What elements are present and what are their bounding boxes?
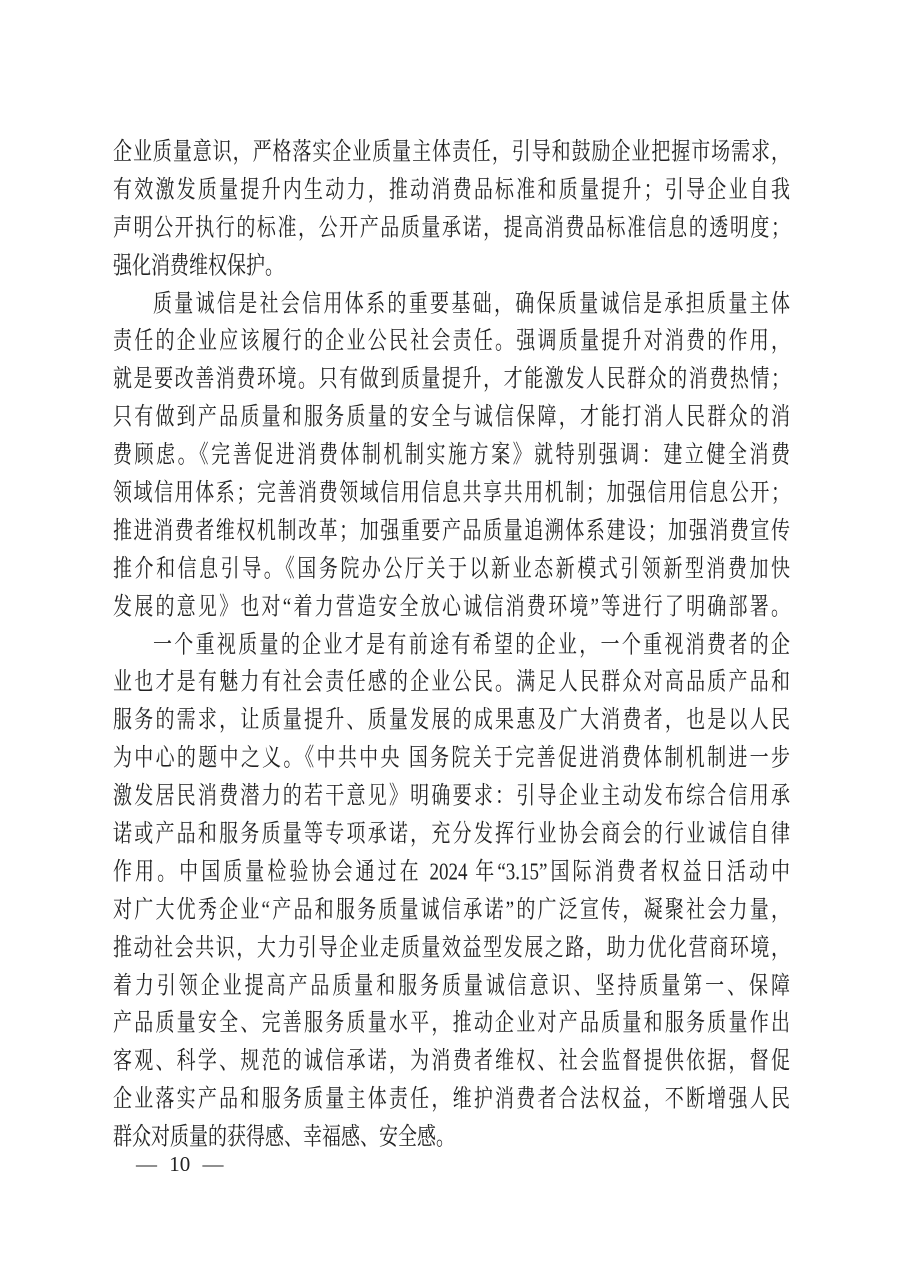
text-line: 企业质量意识，严格落实企业质量主体责任，引导和鼓励企业把握市场需求， <box>113 138 790 167</box>
text-line: 责任的企业应该履行的企业公民社会责任。强调质量提升对消费的作用， <box>113 328 790 356</box>
text-line: 推动社会共识，大力引导企业走质量效益型发展之路，助力优化营商环境， <box>113 934 790 962</box>
text-line: 客观、科学、规范的诚信承诺，为消费者维权、社会监督提供依据，督促 <box>113 1048 790 1076</box>
text-line: 发展的意见》也对“着力营造安全放心诚信消费环境”等进行了明确部署。 <box>113 593 790 621</box>
text-line: 诺或产品和服务质量等专项承诺，充分发挥行业协会商会的行业诚信自律 <box>113 820 790 849</box>
text-line: 质量诚信是社会信用体系的重要基础，确保质量诚信是承担质量主体 <box>153 290 790 318</box>
document-body <box>113 134 790 1157</box>
text-line: 企业落实产品和服务质量主体责任，维护消费者合法权益，不断增强人民 <box>113 1085 790 1114</box>
text-line: 推介和信息引导。《国务院办公厅关于以新业态新模式引领新型消费加快 <box>113 555 790 583</box>
text-line: 一个重视质量的企业才是有前途有希望的企业，一个重视消费者的企 <box>153 631 790 659</box>
text-line: 声明公开执行的标准，公开产品质量承诺，提高消费品标准信息的透明度； <box>113 214 790 242</box>
text-line: 强化消费维权保护。 <box>113 252 285 280</box>
text-line: 有效激发质量提升内生动力，推动消费品标准和质量提升；引导企业自我 <box>113 176 790 204</box>
text-line: 激发居民消费潜力的若干意见》明确要求：引导企业主动发布综合信用承 <box>113 782 790 811</box>
text-line: 为中心的题中之义。《中共中央 国务院关于完善促进消费体制机制进一步 <box>113 744 790 773</box>
text-line: 服务的需求，让质量提升、质量发展的成果惠及广大消费者，也是以人民 <box>113 707 790 735</box>
text-line: 推进消费者维权机制改革；加强重要产品质量追溯体系建设；加强消费宣传 <box>113 517 790 545</box>
text-line: 对广大优秀企业“产品和服务质量诚信承诺”的广泛宣传，凝聚社会力量， <box>113 896 790 924</box>
text-line: 着力引领企业提高产品质量和服务质量诚信意识、坚持质量第一、保障 <box>113 972 790 1000</box>
text-line: 只有做到产品质量和服务质量的安全与诚信保障，才能打消人民群众的消 <box>113 403 790 432</box>
text-line: 费顾虑。《完善促进消费体制机制实施方案》就特别强调：建立健全消费 <box>113 441 790 470</box>
page-number: — 10 — <box>136 1152 224 1176</box>
text-line: 群众对质量的获得感、幸福感、安全感。 <box>113 1123 456 1152</box>
text-line: 业也才是有魅力有社会责任感的企业公民。满足人民群众对高品质产品和 <box>113 669 790 697</box>
text-line: 产品质量安全、完善服务质量水平，推动企业对产品质量和服务质量作出 <box>113 1010 790 1038</box>
text-line: 就是要改善消费环境。只有做到质量提升，才能激发人民群众的消费热情； <box>113 366 790 394</box>
text-line: 领域信用体系；完善消费领域信用信息共享共用机制；加强信用信息公开； <box>113 479 790 508</box>
text-line: 作用。中国质量检验协会通过在 2024 年“3.15”国际消费者权益日活动中 <box>113 858 790 886</box>
